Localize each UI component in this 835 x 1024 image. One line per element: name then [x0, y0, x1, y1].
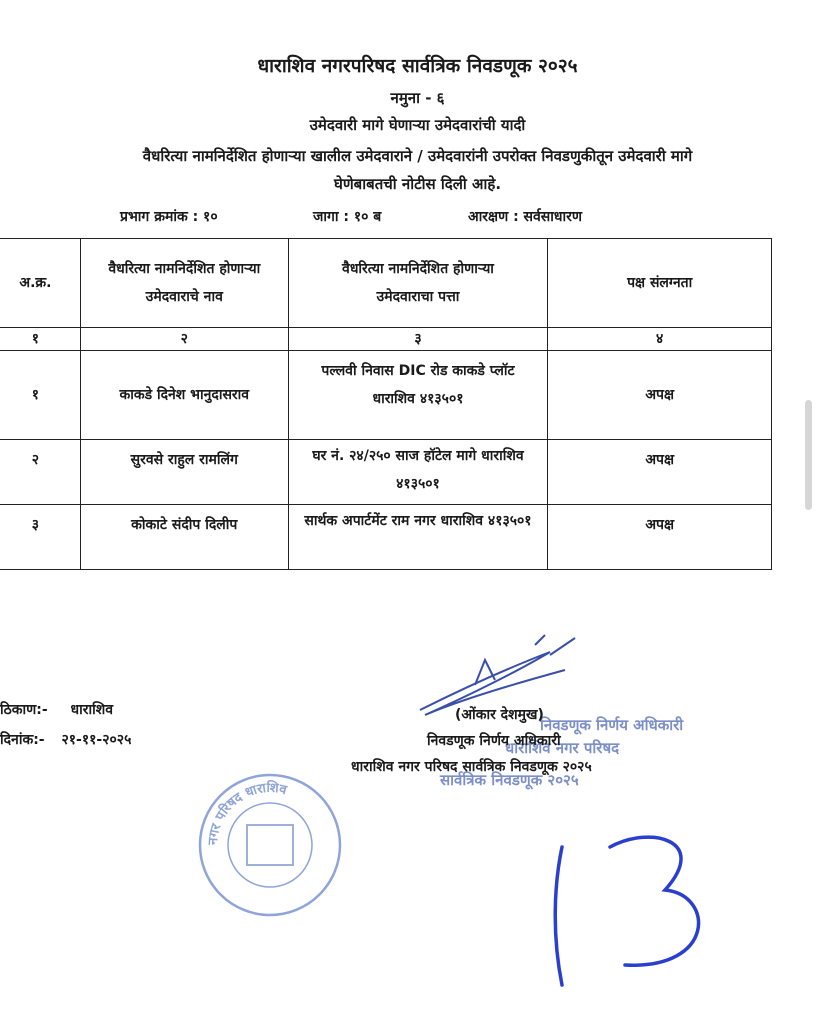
- col-number: ३: [288, 328, 548, 351]
- notice-line-2: घेणेबाबतची नोटीस दिली आहे.: [333, 175, 502, 193]
- row-party: अपक्ष: [548, 505, 772, 570]
- row-name: सुरवसे राहुल रामलिंग: [80, 440, 288, 505]
- handwritten-number: [540, 825, 730, 999]
- place-label: ठिकाण:-: [0, 702, 48, 718]
- document-title: धाराशिव नगरपरिषद सार्वत्रिक निवडणूक २०२५: [257, 55, 578, 77]
- list-title: उमेदवारी मागे घेणाऱ्या उमेदवारांची यादी: [309, 116, 526, 134]
- table-row: [0, 351, 772, 440]
- row-party: अपक्ष: [548, 440, 772, 505]
- officer-title: निवडणूक निर्णय अधिकारी: [427, 733, 561, 749]
- form-number: नमुना - ६: [390, 89, 445, 107]
- row-serial: २: [0, 440, 80, 505]
- header-serial: अ.क्र.: [0, 239, 80, 328]
- column-number-row: [0, 328, 772, 351]
- seat-number: जागा : १० ब: [313, 209, 382, 225]
- table-row: [0, 440, 772, 505]
- row-serial: १: [0, 351, 80, 440]
- stamp-line-2: धाराशिव नगर परिषद: [505, 739, 620, 757]
- scrollbar[interactable]: [805, 400, 812, 510]
- table-row: [0, 505, 772, 570]
- row-serial: ३: [0, 505, 80, 570]
- officer-office: धाराशिव नगर परिषद सार्वत्रिक निवडणूक २०२५: [351, 759, 592, 775]
- header-address: वैधरित्या नामनिर्देशित होणाऱ्या उमेदवाराचा पत्ता: [288, 239, 548, 328]
- row-address: पल्लवी निवास DIC रोड काकडे प्लॉट धाराशिव ४१३५०१: [288, 351, 548, 440]
- place-value: धाराशिव: [70, 702, 114, 718]
- header-name: वैधरित्या नामनिर्देशित होणाऱ्या उमेदवाराचे नाव: [80, 239, 288, 328]
- stamp-line-3: सार्वत्रिक निवडणूक २०२५: [440, 771, 579, 789]
- stamp-line-1: निवडणूक निर्णय अधिकारी: [540, 716, 684, 734]
- office-seal: [195, 770, 345, 920]
- row-name: कोकाटे संदीप दिलीप: [80, 505, 288, 570]
- svg-text:13: 13: [540, 825, 542, 826]
- header-party: पक्ष संलग्नता: [548, 239, 772, 328]
- date-line: [0, 730, 131, 749]
- place-line: [0, 700, 113, 719]
- table-header-row: [0, 239, 772, 328]
- col-number: ४: [548, 328, 772, 351]
- seal-text: नगर परिषद धाराशिव: [205, 780, 289, 846]
- notice-line-1: वैधरित्या नामनिर्देशित होणाऱ्या खालील उमेदवाराने / उमेदवारांनी उपरोक्त निवडणुकीतून उमेदवारी मागे: [142, 147, 693, 165]
- row-name: काकडे दिनेश भानुदासराव: [80, 351, 288, 440]
- col-number: १: [0, 328, 80, 351]
- date-label: दिनांक:-: [0, 732, 45, 748]
- candidate-table: [0, 238, 772, 570]
- reservation-category: आरक्षण : सर्वसाधारण: [468, 209, 582, 225]
- row-party: अपक्ष: [548, 351, 772, 440]
- date-value: २१-११-२०२५: [61, 732, 132, 748]
- row-address: सार्थक अपार्टमेंट राम नगर धाराशिव ४१३५०१: [288, 505, 548, 570]
- notice-text: [0, 142, 835, 198]
- ward-number: प्रभाग क्रमांक : १०: [120, 209, 218, 225]
- row-address: घर नं. २४/२५० साज हॉटेल मागे धाराशिव ४१३५०१: [288, 440, 548, 505]
- officer-name: (ओंकार देशमुख): [455, 707, 544, 723]
- col-number: २: [80, 328, 288, 351]
